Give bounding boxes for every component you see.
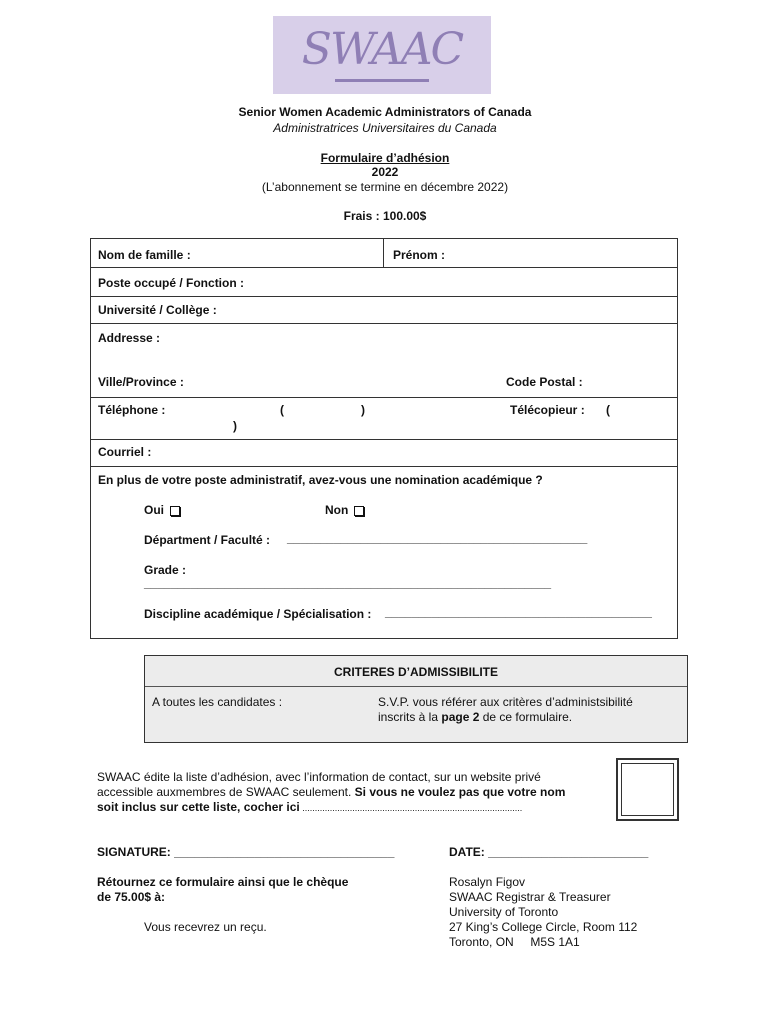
optout-line-1: SWAAC édite la liste d’adhésion, avec l’information de contact, sur un website privé xyxy=(97,770,541,784)
divider xyxy=(91,296,677,297)
address-name: Rosalyn Figov xyxy=(449,875,526,889)
form-title: Formulaire d’adhésion xyxy=(320,151,450,165)
department-line[interactable]: _____________________________________________ xyxy=(287,531,588,545)
criteria-note-2a: inscrits à la xyxy=(378,710,442,724)
swaac-logo xyxy=(273,16,491,94)
address-university: University of Toronto xyxy=(449,905,559,919)
position-label: Poste occupé / Fonction : xyxy=(98,276,245,290)
university-label: Université / Collège : xyxy=(98,303,217,317)
city-label: Ville/Province : xyxy=(98,375,184,389)
date-row xyxy=(449,845,648,860)
first-name-label: Prénom : xyxy=(393,248,446,262)
phone-label: Téléphone : xyxy=(98,403,166,417)
membership-form xyxy=(90,238,678,639)
academic-question: En plus de votre poste administratif, avez-vous une nomination académique ? xyxy=(98,473,543,487)
signature-row xyxy=(97,845,394,860)
yes-option[interactable] xyxy=(144,503,180,517)
address-title: SWAAC Registrar & Treasurer xyxy=(449,890,611,904)
no-checkbox[interactable] xyxy=(354,506,364,516)
optout-line-3a: soit inclus sur cette liste, cocher ici xyxy=(97,800,300,814)
yes-checkbox[interactable] xyxy=(170,506,180,516)
criteria-candidates: A toutes les candidates : xyxy=(152,695,283,709)
signature-line[interactable]: _________________________________ xyxy=(174,845,395,859)
optout-line-2b: Si vous ne voulez pas que votre nom xyxy=(354,785,566,799)
logo-underline xyxy=(335,79,429,82)
phone-continued-paren: ) xyxy=(233,419,237,433)
criteria-note-2c: de ce formulaire. xyxy=(479,710,573,724)
divider xyxy=(145,686,687,687)
phone-open-paren: ( xyxy=(280,403,284,417)
divider xyxy=(91,466,677,467)
date-line[interactable]: ________________________ xyxy=(488,845,649,859)
optout-dots: ........................................................................................ xyxy=(299,803,523,813)
no-option[interactable] xyxy=(325,503,364,517)
postal-code-label: Code Postal : xyxy=(506,375,583,389)
form-year: 2022 xyxy=(371,165,399,179)
last-name-label: Nom de famille : xyxy=(98,248,191,262)
optout-checkbox[interactable] xyxy=(616,758,679,821)
department-label: Départment / Faculté : xyxy=(144,533,271,547)
optout-line-3 xyxy=(97,800,522,816)
receipt-note: Vous recevrez un reçu. xyxy=(144,920,267,934)
fax-label: Télécopieur : xyxy=(510,403,585,417)
address-label: Addresse : xyxy=(98,331,161,345)
yes-label: Oui xyxy=(144,503,164,517)
address-street: 27 King’s College Circle, Room 112 xyxy=(449,920,638,934)
fee: Frais : 100.00$ xyxy=(343,209,427,223)
divider xyxy=(91,323,677,324)
criteria-note-1: S.V.P. vous référer aux critères d’administsibilité xyxy=(378,695,633,709)
divider xyxy=(91,397,677,398)
criteria-title: CRITERES D’ADMISSIBILITE xyxy=(333,665,498,679)
email-label: Courriel : xyxy=(98,445,152,459)
fax-open-paren: ( xyxy=(606,403,610,417)
eligibility-criteria-box xyxy=(144,655,688,743)
date-label: DATE: xyxy=(449,845,485,859)
return-line-2: de 75.00$ à: xyxy=(97,890,166,904)
return-line-1: Rétournez ce formulaire ainsi que le chèque xyxy=(97,875,349,889)
phone-close-paren: ) xyxy=(361,403,365,417)
optout-line-2 xyxy=(97,785,565,800)
address-city: Toronto, ON M5S 1A1 xyxy=(449,935,580,949)
criteria-note-2 xyxy=(378,710,572,725)
divider xyxy=(91,267,677,268)
criteria-page-ref: page 2 xyxy=(441,710,480,724)
discipline-label: Discipline académique / Spécialisation : xyxy=(144,607,372,621)
signature-label: SIGNATURE: xyxy=(97,845,171,859)
subscription-note: (L’abonnement se termine en décembre 2022) xyxy=(261,180,509,194)
no-label: Non xyxy=(325,503,349,517)
grade-line[interactable]: _____________________________________________________________ xyxy=(144,576,552,590)
divider xyxy=(383,239,384,267)
grade-label: Grade : xyxy=(144,563,187,577)
org-name-fr: Administratrices Universitaires du Canada xyxy=(273,121,497,135)
discipline-line[interactable]: ________________________________________ xyxy=(385,605,652,619)
logo-text: SWAAC xyxy=(301,24,463,75)
optout-line-2a: accessible auxmembres de SWAAC seulement. xyxy=(97,785,355,799)
divider xyxy=(91,439,677,440)
org-name-en: Senior Women Academic Administrators of Canada xyxy=(238,105,532,119)
